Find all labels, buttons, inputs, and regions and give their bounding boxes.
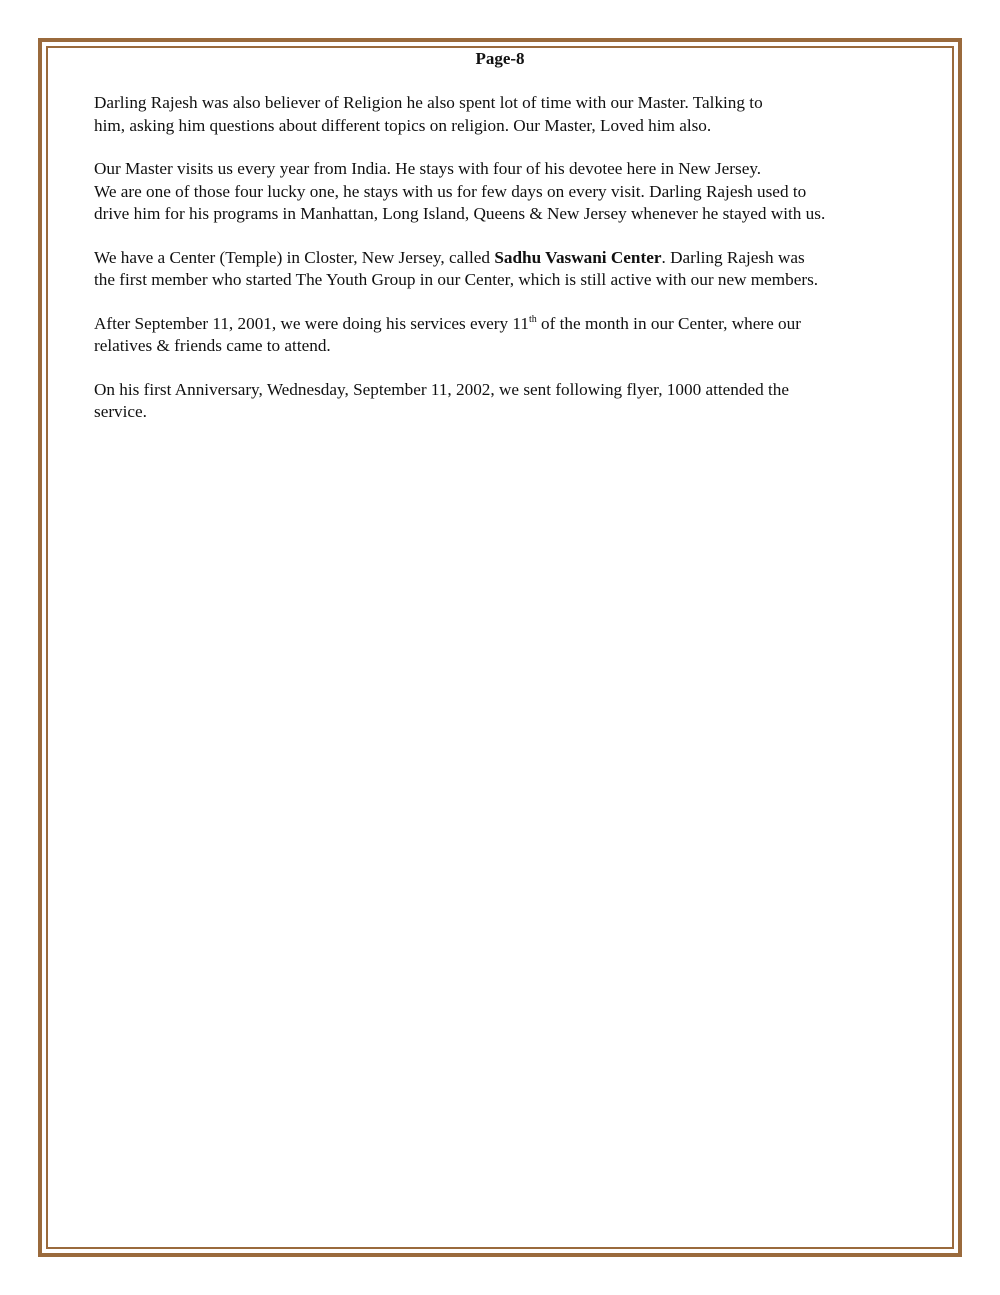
paragraph-line: relatives & friends came to attend. (94, 336, 331, 355)
paragraph-services (94, 313, 914, 358)
paragraph-line: drive him for his programs in Manhattan, Long Island, Queens & New Jersey whenever he stayed with us. (94, 204, 826, 223)
paragraph-anniversary (94, 379, 914, 424)
text-run: After September 11, 2001, we were doing his services every 11 (94, 313, 529, 333)
paragraph-line: We are one of those four lucky one, he stays with us for few days on every visit. Darling Rajesh used to (94, 181, 807, 201)
paragraph-line: Darling Rajesh was also believer of Religion he also spent lot of time with our Master. Talking to (94, 93, 763, 112)
paragraph-line: On his first Anniversary, Wednesday, September 11, 2002, we sent following flyer, 1000 attended the (94, 379, 789, 399)
paragraph-religion (94, 92, 914, 137)
center-name: Sadhu Vaswani Center (494, 247, 662, 267)
document-body (94, 92, 914, 445)
text-run: We have a Center (Temple) in Closter, New Jersey, called (94, 247, 495, 267)
paragraph-line: Our Master visits us every year from India. He stays with four of his devotee here in New Jersey. (94, 159, 762, 178)
paragraph-line: the first member who started The Youth Group in our Center, which is still active with our new members. (94, 270, 819, 289)
paragraph-master-visits (94, 158, 914, 226)
paragraph-line: service. (94, 402, 147, 421)
text-run: . Darling Rajesh was (661, 247, 805, 267)
text-run: of the month in our Center, where our (536, 313, 801, 333)
ordinal-suffix: th (528, 313, 537, 325)
page-title: Page-8 (475, 49, 525, 68)
paragraph-line: him, asking him questions about different topics on religion. Our Master, Loved him also. (94, 115, 712, 135)
paragraph-line (94, 247, 914, 270)
paragraph-line (94, 313, 914, 336)
paragraph-center (94, 247, 914, 292)
